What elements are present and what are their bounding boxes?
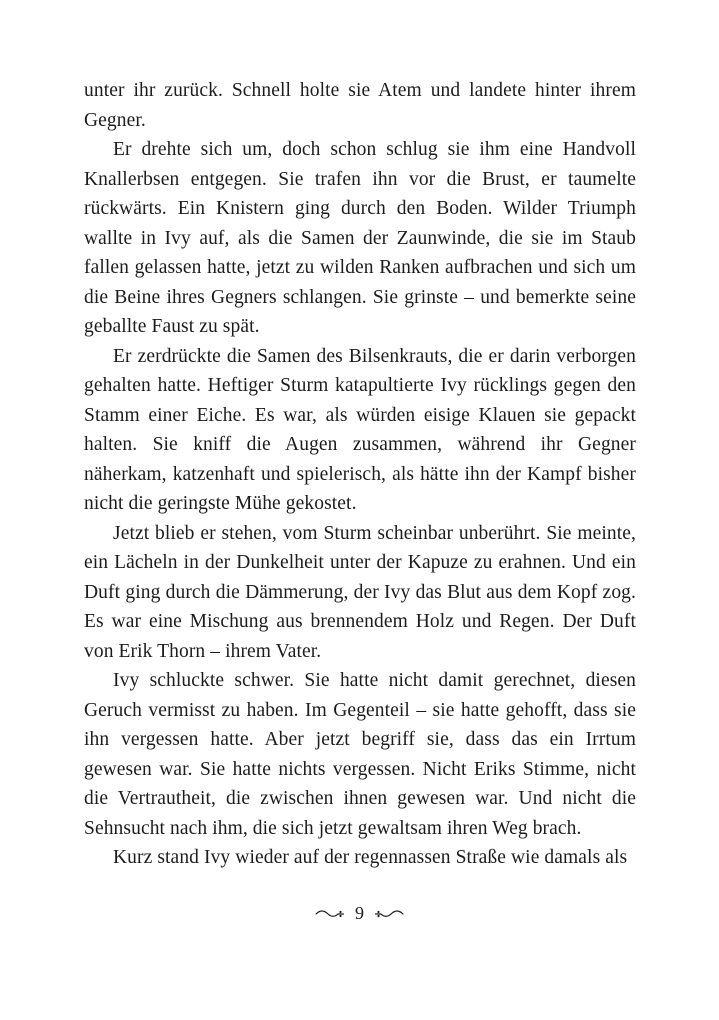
paragraph: Er drehte sich um, doch schon schlug sie ihm eine Handvoll Knallerbsen entgegen. Sie trafen ihn vor die Brust, er taumelte rückwärts. Ein Knistern ging durch den Boden. Wilder Triumph wallte in Ivy auf, als die Samen der Zaunwinde, die sie im Staub fallen gelassen hatte, jetzt zu wilden Ranken aufbrachen und sich um die Beine ihres Gegners schlangen. Sie grinste – und bemerkte seine geballte Faust zu spät. [84, 139, 636, 337]
paragraph: Kurz stand Ivy wieder auf der regennassen Straße wie damals als [113, 847, 628, 868]
paragraph: Ivy schluckte schwer. Sie hatte nicht damit gerechnet, diesen Geruch vermisst zu haben. Im Gegenteil – sie hatte gehofft, dass sie ihn vergessen hatte. Aber jetzt begriff sie, dass das ein Irrtum gewesen war. Sie hatte nichts vergessen. Nicht Eriks Stimme, nicht die Vertrautheit, die zwischen ihnen gewesen war. Und nicht die Sehnsucht nach ihm, die sich jetzt gewaltsam ihren Weg brach. [84, 670, 636, 839]
page-number: 9 [355, 903, 364, 923]
paragraph: Er zerdrückte die Samen des Bilsenkrauts, die er darin verborgen gehalten hatte. Heftiger Sturm katapultierte Ivy rücklings gegen den Stamm einer Eiche. Es war, als würden eisige Klauen sie gepackt halten. Sie kniff die Augen zusammen, während ihr Gegner näherkam, katzenhaft und spielerisch, als hätte ihn der Kampf bisher nicht die geringste Mühe gekostet. [84, 345, 636, 514]
paragraph: unter ihr zurück. Schnell holte sie Atem und landete hinter ihrem Gegner. [84, 80, 636, 131]
right-flourish-icon [374, 908, 404, 920]
body-text [84, 76, 636, 873]
paragraph: Jetzt blieb er stehen, vom Sturm scheinbar unberührt. Sie meinte, ein Lächeln in der Dunkelheit unter der Kapuze zu erahnen. Und ein Duft ging durch die Dämmerung, der Ivy das Blut aus dem Kopf zog. Es war eine Mischung aus brennendem Holz und Regen. Der Duft von Erik Thorn – ihrem Vater. [84, 522, 636, 662]
left-flourish-icon [315, 908, 345, 920]
page-footer [0, 903, 719, 924]
